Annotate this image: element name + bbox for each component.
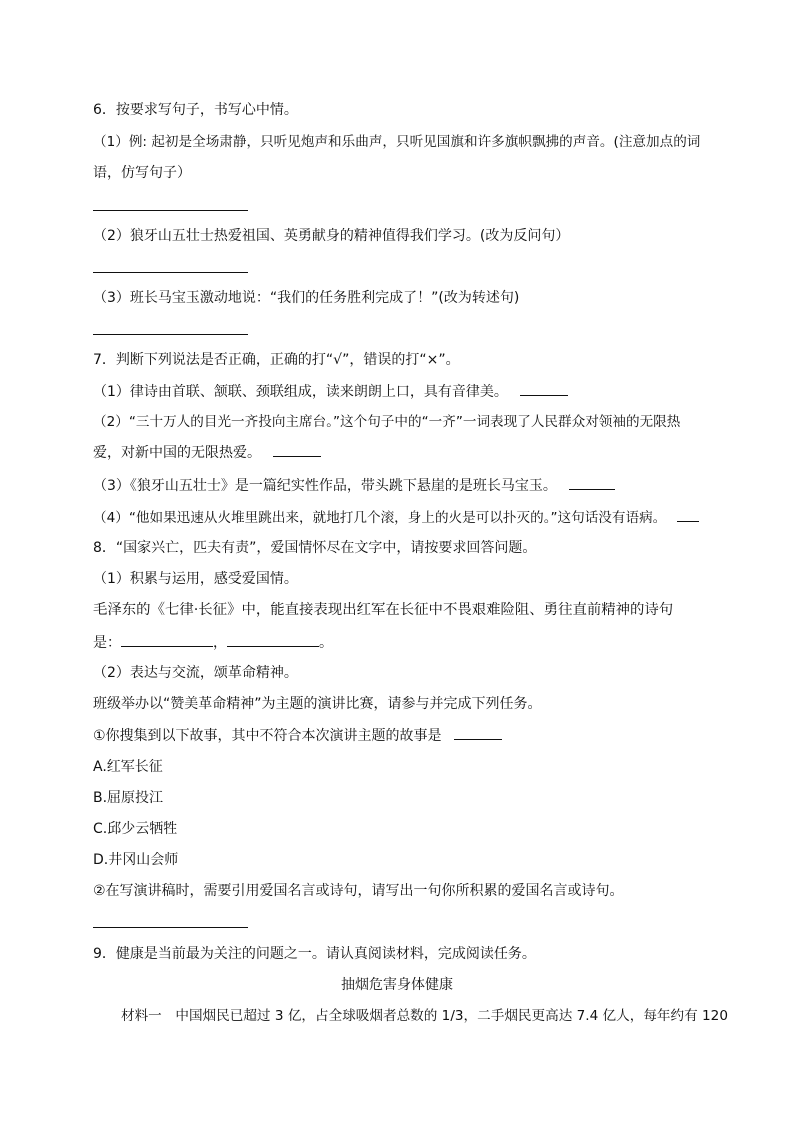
q8-task1-text: ①你搜集到以下故事，其中不符合本次演讲主题的故事是 [93, 728, 442, 744]
q6-title: 6．按要求写句子，书写心中情。 [93, 102, 298, 118]
q8-title: 8．“国家兴亡，匹夫有责”，爱国情怀尽在文字中，请按要求回答问题。 [93, 540, 537, 556]
q8-answer-period: 。 [319, 635, 333, 651]
q8-part1-heading: （1）积累与运用，感受爱国情。 [93, 571, 298, 587]
q6-item3: （3）班长马宝玉激动地说：“我们的任务胜利完成了！”(改为转述句) [93, 290, 520, 306]
q7-item3-text: （3）《狼牙山五壮士》是一篇纪实性作品，带头跳下悬崖的是班长马宝玉。 [93, 478, 557, 494]
q7-item2-text: 爱，对新中国的无限热爱。 [93, 445, 261, 461]
q8-task1 [93, 725, 502, 746]
q7-item1 [93, 381, 568, 402]
q6-item1-answer-line[interactable] [93, 210, 248, 211]
q8-answer-prefix: 是： [93, 635, 121, 651]
q7-item3-blank[interactable] [569, 475, 615, 490]
q8-option-b[interactable]: B.屈原投江 [93, 790, 164, 806]
q8-option-d[interactable]: D.井冈山会师 [93, 852, 179, 868]
q9-passage-heading: 抽烟危害身体健康 [341, 977, 453, 993]
q7-title: 7．判断下列说法是否正确，正确的打“√”，错误的打“×”。 [93, 352, 460, 368]
q7-item4 [93, 507, 699, 528]
q8-poem-blank-1[interactable] [121, 632, 213, 647]
q9-material1: 材料一 中国烟民已超过 3 亿，占全球吸烟者总数的 1/3，二手烟民更高达 7.4 亿人，每年约有 120 [121, 1008, 728, 1024]
q8-task1-blank[interactable] [454, 725, 502, 740]
q8-part2-text: 班级举办以“赞美革命精神”为主题的演讲比赛，请参与并完成下列任务。 [93, 696, 542, 712]
q7-item2-line1: （2）“三十万人的目光一齐投向主席台。”这个句子中的“一齐”一词表现了人民群众对领袖的无限热 [93, 414, 681, 430]
q8-answer-comma: ， [213, 635, 227, 651]
q7-item4-text: （4）“他如果迅速从火堆里跳出来，就地打几个滚，身上的火是可以扑灭的。”这句话没有语病。 [93, 510, 667, 526]
q7-item3 [93, 475, 615, 496]
q7-item1-blank[interactable] [520, 381, 568, 396]
q8-poem-blank-2[interactable] [227, 632, 319, 647]
q6-item3-answer-line[interactable] [93, 334, 248, 335]
q8-part1-answer-row [93, 632, 333, 653]
q8-option-a[interactable]: A.红军长征 [93, 759, 163, 775]
q7-item1-text: （1）律诗由首联、颔联、颈联组成，读来朗朗上口，具有音律美。 [93, 384, 508, 400]
q8-option-c[interactable]: C.邱少云牺牲 [93, 821, 178, 837]
q6-item2-answer-line[interactable] [93, 272, 248, 273]
q8-part2-heading: （2）表达与交流，颂革命精神。 [93, 665, 298, 681]
q6-item1-line1: （1）例: 起初是全场肃静，只听见炮声和乐曲声，只听见国旗和许多旗帜飘拂的声音。(注意加点的词 [93, 134, 701, 150]
q7-item2-line2 [93, 442, 321, 463]
q7-item4-blank[interactable] [677, 507, 699, 522]
q6-item1-line2: 语，仿写句子） [93, 165, 191, 181]
q6-item2: （2）狼牙山五壮士热爱祖国、英勇献身的精神值得我们学习。(改为反问句） [93, 228, 570, 244]
q7-item2-blank[interactable] [273, 442, 321, 457]
q8-part1-text: 毛泽东的《七律·长征》中，能直接表现出红军在长征中不畏艰难险阻、勇往直前精神的诗句 [93, 602, 674, 618]
q8-task2-answer-line[interactable] [93, 927, 248, 928]
q9-title: 9．健康是当前最为关注的问题之一。请认真阅读材料，完成阅读任务。 [93, 946, 536, 962]
q8-task2: ②在写演讲稿时，需要引用爱国名言或诗句，请写出一句你所积累的爱国名言或诗句。 [93, 883, 624, 899]
